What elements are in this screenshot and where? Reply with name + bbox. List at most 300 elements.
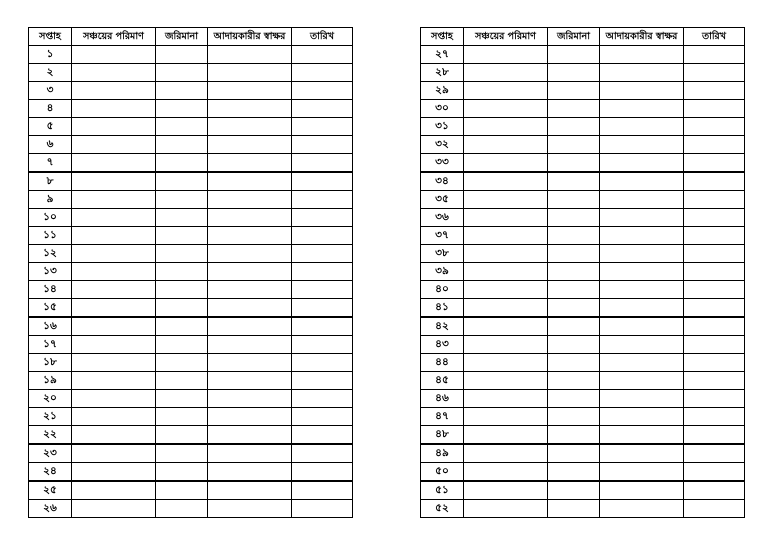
table-row (421, 481, 745, 500)
date-cell[interactable] (684, 500, 745, 518)
date-cell[interactable] (684, 281, 745, 299)
date-cell[interactable] (684, 299, 745, 318)
week-number-cell: ২৪ (29, 463, 72, 482)
date-cell[interactable] (684, 46, 745, 64)
date-cell[interactable] (684, 100, 745, 118)
date-cell[interactable] (292, 408, 353, 426)
table-row (421, 317, 745, 336)
header-row (421, 28, 745, 46)
table-row (421, 245, 745, 263)
collector-signature-cell[interactable] (208, 136, 292, 154)
date-cell[interactable] (684, 154, 745, 173)
collector-signature-cell[interactable] (600, 426, 684, 445)
table-row (29, 82, 353, 100)
table-row (29, 481, 353, 500)
table-row (29, 426, 353, 445)
date-cell[interactable] (684, 390, 745, 408)
fine-cell[interactable] (156, 390, 208, 408)
collector-signature-cell[interactable] (208, 245, 292, 263)
savings-amount-cell[interactable] (464, 245, 548, 263)
savings-amount-cell[interactable] (464, 64, 548, 82)
table-row (29, 463, 353, 482)
fine-cell[interactable] (548, 46, 600, 64)
savings-amount-cell[interactable] (464, 46, 548, 64)
table-row (421, 136, 745, 154)
week-number-cell: ৪ (29, 100, 72, 118)
date-cell[interactable] (684, 263, 745, 281)
savings-amount-cell[interactable] (464, 227, 548, 245)
week-number-cell: ২৮ (421, 64, 464, 82)
date-cell[interactable] (292, 172, 353, 191)
fine-cell[interactable] (548, 354, 600, 372)
savings-amount-cell[interactable] (72, 64, 156, 82)
week-number-cell: ৪৫ (421, 372, 464, 390)
week-number-cell: ৪০ (421, 281, 464, 299)
date-cell[interactable] (292, 245, 353, 263)
collector-signature-cell[interactable] (208, 263, 292, 281)
collector-signature-cell[interactable] (600, 245, 684, 263)
table-row (421, 426, 745, 445)
savings-amount-cell[interactable] (464, 444, 548, 463)
collector-signature-cell[interactable] (208, 64, 292, 82)
collector-signature-cell[interactable] (208, 299, 292, 318)
date-cell[interactable] (684, 172, 745, 191)
collector-signature-cell[interactable] (208, 317, 292, 336)
fine-cell[interactable] (548, 209, 600, 227)
fine-cell[interactable] (548, 227, 600, 245)
date-cell[interactable] (684, 408, 745, 426)
fine-cell[interactable] (156, 46, 208, 64)
savings-amount-cell[interactable] (464, 136, 548, 154)
week-number-cell: ১৬ (29, 317, 72, 336)
savings-amount-cell[interactable] (72, 500, 156, 518)
fine-cell[interactable] (548, 336, 600, 354)
date-cell[interactable] (684, 136, 745, 154)
fine-cell[interactable] (548, 390, 600, 408)
savings-amount-cell[interactable] (464, 100, 548, 118)
week-number-cell: ২৫ (29, 481, 72, 500)
fine-cell[interactable] (156, 227, 208, 245)
savings-amount-cell[interactable] (72, 136, 156, 154)
week-number-cell: ২২ (29, 426, 72, 445)
table-row (29, 64, 353, 82)
table-row (421, 444, 745, 463)
collector-signature-cell[interactable] (208, 118, 292, 136)
header-fine: জরিমানা (156, 28, 208, 46)
week-number-cell: ৩৮ (421, 245, 464, 263)
date-cell[interactable] (292, 136, 353, 154)
collector-signature-cell[interactable] (600, 500, 684, 518)
savings-amount-cell[interactable] (464, 354, 548, 372)
savings-amount-cell[interactable] (464, 372, 548, 390)
savings-amount-cell[interactable] (464, 154, 548, 173)
week-number-cell: ২৩ (29, 444, 72, 463)
date-cell[interactable] (292, 481, 353, 500)
date-cell[interactable] (292, 444, 353, 463)
date-cell[interactable] (292, 390, 353, 408)
fine-cell[interactable] (548, 481, 600, 500)
week-number-cell: ১২ (29, 245, 72, 263)
header-savings-amount: সঞ্চয়ের পরিমাণ (464, 28, 548, 46)
date-cell[interactable] (292, 263, 353, 281)
table-row (29, 354, 353, 372)
table-row (29, 500, 353, 518)
date-cell[interactable] (292, 317, 353, 336)
week-number-cell: ৫১ (421, 481, 464, 500)
collector-signature-cell[interactable] (600, 336, 684, 354)
week-number-cell: ৩৪ (421, 172, 464, 191)
collector-signature-cell[interactable] (208, 481, 292, 500)
savings-amount-cell[interactable] (464, 209, 548, 227)
fine-cell[interactable] (548, 299, 600, 318)
date-cell[interactable] (292, 463, 353, 482)
week-number-cell: ৪৯ (421, 444, 464, 463)
savings-ledger-table-left (28, 27, 353, 518)
savings-amount-cell[interactable] (72, 299, 156, 318)
header-collector-signature: আদায়কারীর স্বাক্ষর (208, 28, 292, 46)
fine-cell[interactable] (548, 136, 600, 154)
savings-amount-cell[interactable] (464, 336, 548, 354)
collector-signature-cell[interactable] (600, 46, 684, 64)
date-cell[interactable] (684, 245, 745, 263)
date-cell[interactable] (684, 354, 745, 372)
savings-amount-cell[interactable] (72, 444, 156, 463)
table-row (421, 281, 745, 299)
table-row (29, 317, 353, 336)
fine-cell[interactable] (548, 154, 600, 173)
savings-amount-cell[interactable] (72, 245, 156, 263)
fine-cell[interactable] (156, 317, 208, 336)
savings-amount-cell[interactable] (72, 154, 156, 173)
fine-cell[interactable] (548, 263, 600, 281)
date-cell[interactable] (684, 444, 745, 463)
table-row (421, 390, 745, 408)
fine-cell[interactable] (156, 118, 208, 136)
savings-amount-cell[interactable] (72, 336, 156, 354)
collector-signature-cell[interactable] (600, 372, 684, 390)
collector-signature-cell[interactable] (208, 390, 292, 408)
savings-amount-cell[interactable] (72, 281, 156, 299)
collector-signature-cell[interactable] (600, 263, 684, 281)
savings-amount-cell[interactable] (464, 317, 548, 336)
table-row (421, 209, 745, 227)
table-row (421, 408, 745, 426)
savings-amount-cell[interactable] (464, 172, 548, 191)
fine-cell[interactable] (156, 336, 208, 354)
collector-signature-cell[interactable] (600, 172, 684, 191)
week-number-cell: ১ (29, 46, 72, 64)
week-number-cell: ২৭ (421, 46, 464, 64)
savings-amount-cell[interactable] (464, 82, 548, 100)
collector-signature-cell[interactable] (208, 336, 292, 354)
week-number-cell: ১৪ (29, 281, 72, 299)
savings-amount-cell[interactable] (72, 100, 156, 118)
collector-signature-cell[interactable] (600, 354, 684, 372)
collector-signature-cell[interactable] (600, 408, 684, 426)
savings-ledger-table-right (420, 27, 745, 518)
week-number-cell: ৪১ (421, 299, 464, 318)
collector-signature-cell[interactable] (600, 118, 684, 136)
collector-signature-cell[interactable] (208, 281, 292, 299)
table-row (29, 100, 353, 118)
table-row (421, 227, 745, 245)
fine-cell[interactable] (156, 426, 208, 445)
week-number-cell: ৩৬ (421, 209, 464, 227)
week-number-cell: ৪৬ (421, 390, 464, 408)
fine-cell[interactable] (548, 172, 600, 191)
savings-amount-cell[interactable] (464, 463, 548, 482)
savings-amount-cell[interactable] (464, 500, 548, 518)
date-cell[interactable] (292, 209, 353, 227)
collector-signature-cell[interactable] (600, 299, 684, 318)
fine-cell[interactable] (548, 191, 600, 209)
collector-signature-cell[interactable] (600, 281, 684, 299)
table-row (421, 82, 745, 100)
collector-signature-cell[interactable] (600, 100, 684, 118)
date-cell[interactable] (292, 64, 353, 82)
date-cell[interactable] (292, 227, 353, 245)
collector-signature-cell[interactable] (600, 463, 684, 482)
fine-cell[interactable] (156, 444, 208, 463)
collector-signature-cell[interactable] (208, 408, 292, 426)
fine-cell[interactable] (156, 154, 208, 173)
week-number-cell: ২৬ (29, 500, 72, 518)
date-cell[interactable] (292, 46, 353, 64)
table-row (421, 336, 745, 354)
date-cell[interactable] (684, 336, 745, 354)
date-cell[interactable] (292, 154, 353, 173)
collector-signature-cell[interactable] (600, 390, 684, 408)
week-number-cell: ১৯ (29, 372, 72, 390)
savings-amount-cell[interactable] (72, 46, 156, 64)
week-number-cell: ৩০ (421, 100, 464, 118)
fine-cell[interactable] (548, 372, 600, 390)
savings-amount-cell[interactable] (464, 299, 548, 318)
week-number-cell: ৪৪ (421, 354, 464, 372)
collector-signature-cell[interactable] (600, 64, 684, 82)
table-row (29, 263, 353, 281)
date-cell[interactable] (292, 354, 353, 372)
week-number-cell: ১০ (29, 209, 72, 227)
collector-signature-cell[interactable] (208, 372, 292, 390)
savings-amount-cell[interactable] (72, 227, 156, 245)
fine-cell[interactable] (156, 354, 208, 372)
savings-amount-cell[interactable] (72, 426, 156, 445)
collector-signature-cell[interactable] (208, 46, 292, 64)
fine-cell[interactable] (156, 100, 208, 118)
fine-cell[interactable] (156, 372, 208, 390)
table-row (421, 500, 745, 518)
date-cell[interactable] (684, 481, 745, 500)
collector-signature-cell[interactable] (600, 154, 684, 173)
table-row (29, 209, 353, 227)
collector-signature-cell[interactable] (600, 209, 684, 227)
week-number-cell: ৪৮ (421, 426, 464, 445)
week-number-cell: ৩৫ (421, 191, 464, 209)
table-row (29, 245, 353, 263)
fine-cell[interactable] (548, 100, 600, 118)
collector-signature-cell[interactable] (208, 354, 292, 372)
table-row (29, 444, 353, 463)
savings-amount-cell[interactable] (72, 390, 156, 408)
week-number-cell: ৮ (29, 172, 72, 191)
week-number-cell: ২ (29, 64, 72, 82)
week-number-cell: ৩১ (421, 118, 464, 136)
week-number-cell: ৫০ (421, 463, 464, 482)
date-cell[interactable] (684, 191, 745, 209)
fine-cell[interactable] (156, 64, 208, 82)
date-cell[interactable] (292, 281, 353, 299)
date-cell[interactable] (292, 426, 353, 445)
fine-cell[interactable] (156, 263, 208, 281)
header-date: তারিখ (684, 28, 745, 46)
savings-amount-cell[interactable] (464, 118, 548, 136)
fine-cell[interactable] (548, 317, 600, 336)
collector-signature-cell[interactable] (208, 209, 292, 227)
date-cell[interactable] (292, 118, 353, 136)
fine-cell[interactable] (548, 82, 600, 100)
week-number-cell: ৩৯ (421, 263, 464, 281)
collector-signature-cell[interactable] (208, 100, 292, 118)
week-number-cell: ৭ (29, 154, 72, 173)
fine-cell[interactable] (156, 500, 208, 518)
savings-amount-cell[interactable] (72, 354, 156, 372)
date-cell[interactable] (684, 317, 745, 336)
fine-cell[interactable] (156, 209, 208, 227)
date-cell[interactable] (292, 191, 353, 209)
fine-cell[interactable] (156, 172, 208, 191)
fine-cell[interactable] (156, 245, 208, 263)
savings-amount-cell[interactable] (72, 317, 156, 336)
header-week: সপ্তাহ (421, 28, 464, 46)
week-number-cell: ১৭ (29, 336, 72, 354)
week-number-cell: ৫ (29, 118, 72, 136)
collector-signature-cell[interactable] (208, 463, 292, 482)
table-row (29, 336, 353, 354)
savings-amount-cell[interactable] (72, 263, 156, 281)
savings-amount-cell[interactable] (72, 82, 156, 100)
date-cell[interactable] (684, 64, 745, 82)
fine-cell[interactable] (548, 118, 600, 136)
date-cell[interactable] (292, 299, 353, 318)
savings-amount-cell[interactable] (464, 281, 548, 299)
table-row (421, 118, 745, 136)
collector-signature-cell[interactable] (600, 82, 684, 100)
table-row (421, 154, 745, 173)
date-cell[interactable] (292, 100, 353, 118)
week-number-cell: ২০ (29, 390, 72, 408)
savings-amount-cell[interactable] (72, 209, 156, 227)
collector-signature-cell[interactable] (208, 444, 292, 463)
savings-amount-cell[interactable] (72, 118, 156, 136)
date-cell[interactable] (292, 372, 353, 390)
fine-cell[interactable] (548, 245, 600, 263)
header-collector-signature: আদায়কারীর স্বাক্ষর (600, 28, 684, 46)
header-savings-amount: সঞ্চয়ের পরিমাণ (72, 28, 156, 46)
fine-cell[interactable] (156, 82, 208, 100)
table-row (421, 354, 745, 372)
savings-amount-cell[interactable] (72, 463, 156, 482)
table-row (421, 463, 745, 482)
date-cell[interactable] (292, 82, 353, 100)
savings-amount-cell[interactable] (72, 481, 156, 500)
fine-cell[interactable] (156, 481, 208, 500)
fine-cell[interactable] (548, 426, 600, 445)
collector-signature-cell[interactable] (600, 444, 684, 463)
savings-amount-cell[interactable] (464, 408, 548, 426)
date-cell[interactable] (684, 426, 745, 445)
fine-cell[interactable] (156, 136, 208, 154)
date-cell[interactable] (292, 500, 353, 518)
date-cell[interactable] (684, 463, 745, 482)
date-cell[interactable] (684, 227, 745, 245)
fine-cell[interactable] (548, 500, 600, 518)
fine-cell[interactable] (156, 281, 208, 299)
collector-signature-cell[interactable] (208, 426, 292, 445)
fine-cell[interactable] (156, 191, 208, 209)
fine-cell[interactable] (156, 463, 208, 482)
ledger-body-right (421, 46, 745, 518)
table-row (421, 191, 745, 209)
week-number-cell: ১৫ (29, 299, 72, 318)
fine-cell[interactable] (548, 463, 600, 482)
date-cell[interactable] (292, 336, 353, 354)
week-number-cell: ২৯ (421, 82, 464, 100)
savings-amount-cell[interactable] (464, 191, 548, 209)
collector-signature-cell[interactable] (208, 500, 292, 518)
savings-amount-cell[interactable] (464, 390, 548, 408)
table-row (421, 64, 745, 82)
date-cell[interactable] (684, 209, 745, 227)
fine-cell[interactable] (548, 64, 600, 82)
table-row (29, 191, 353, 209)
date-cell[interactable] (684, 372, 745, 390)
savings-amount-cell[interactable] (464, 263, 548, 281)
fine-cell[interactable] (548, 281, 600, 299)
table-row (29, 390, 353, 408)
header-date: তারিখ (292, 28, 353, 46)
table-row (29, 227, 353, 245)
collector-signature-cell[interactable] (600, 136, 684, 154)
fine-cell[interactable] (156, 408, 208, 426)
table-row (29, 154, 353, 173)
collector-signature-cell[interactable] (600, 227, 684, 245)
collector-signature-cell[interactable] (600, 317, 684, 336)
collector-signature-cell[interactable] (208, 154, 292, 173)
collector-signature-cell[interactable] (208, 191, 292, 209)
savings-amount-cell[interactable] (464, 481, 548, 500)
collector-signature-cell[interactable] (600, 191, 684, 209)
collector-signature-cell[interactable] (208, 172, 292, 191)
collector-signature-cell[interactable] (600, 481, 684, 500)
collector-signature-cell[interactable] (208, 227, 292, 245)
savings-amount-cell[interactable] (72, 172, 156, 191)
fine-cell[interactable] (548, 444, 600, 463)
fine-cell[interactable] (156, 299, 208, 318)
week-number-cell: ৯ (29, 191, 72, 209)
collector-signature-cell[interactable] (208, 82, 292, 100)
table-row (29, 136, 353, 154)
savings-amount-cell[interactable] (72, 191, 156, 209)
savings-amount-cell[interactable] (464, 426, 548, 445)
table-row (29, 408, 353, 426)
date-cell[interactable] (684, 82, 745, 100)
date-cell[interactable] (684, 118, 745, 136)
fine-cell[interactable] (548, 408, 600, 426)
savings-amount-cell[interactable] (72, 372, 156, 390)
week-number-cell: ১৮ (29, 354, 72, 372)
savings-amount-cell[interactable] (72, 408, 156, 426)
